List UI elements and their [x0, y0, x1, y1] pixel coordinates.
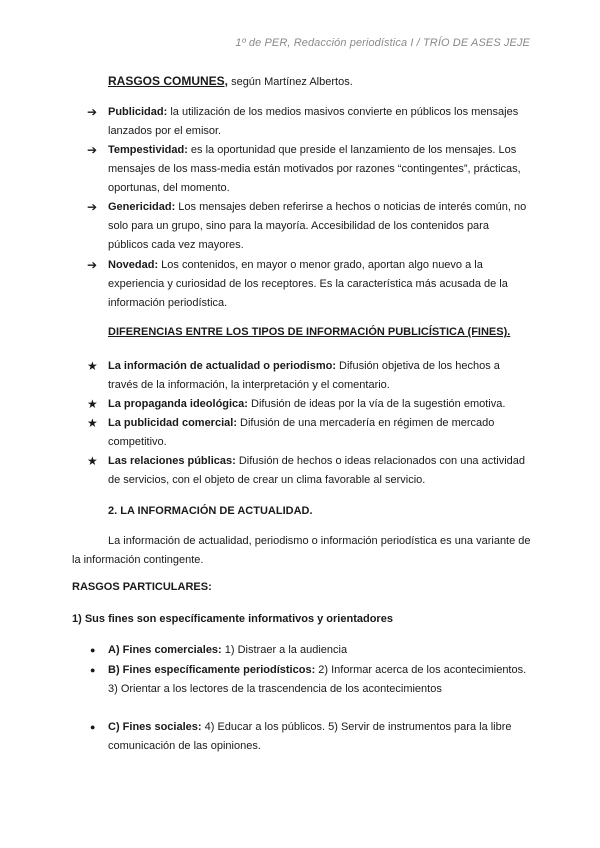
item-term: Publicidad:: [108, 106, 168, 118]
star-icon: ★: [87, 454, 98, 468]
intro-paragraph: La información de actualidad, periodismo o información periodística es una variante de la información contingente.: [72, 535, 531, 566]
item-term: A) Fines comerciales:: [108, 644, 222, 656]
section-rasgos-comunes-heading: [108, 74, 353, 88]
item-term: La propaganda ideológica:: [108, 398, 248, 410]
arrow-icon: ➔: [87, 143, 98, 157]
item-text: Los mensajes deben referirse a hechos o noticias de interés común, no solo para un grupo, sino para la mayoría. Accesibilidad de los contenidos para públicos cada vez mayores.: [108, 201, 527, 251]
arrow-icon: ➔: [87, 200, 98, 214]
item-term: La publicidad comercial:: [108, 417, 237, 429]
section-informacion-actualidad-heading: 2. LA INFORMACIÓN DE ACTUALIDAD.: [108, 505, 313, 517]
item-term: B) Fines específicamente periodísticos:: [108, 664, 316, 676]
arrow-icon: ➔: [87, 258, 98, 272]
list-item-publicidad-comercial: [108, 414, 528, 452]
item-text: Los contenidos, en mayor o menor grado, aportan algo nuevo a la experiencia y curiosidad de los receptores. Es la característica más acusada de la información periodística.: [108, 259, 508, 309]
section-title-suffix: según Martínez Albertos.: [228, 76, 353, 88]
bullet-icon: ●: [90, 665, 96, 675]
item-term: Genericidad:: [108, 201, 176, 213]
item-text: la utilización de los medios masivos convierte en públicos los mensajes lanzados por el emisor.: [108, 106, 519, 137]
item-text: Difusión de una mercadería en régimen de mercado competitivo.: [108, 417, 495, 448]
list-item-propaganda: [108, 395, 528, 414]
item-term: Las relaciones públicas:: [108, 455, 236, 467]
item-text: 1) Distraer a la audiencia: [221, 644, 348, 656]
bullet-icon: ●: [90, 722, 96, 732]
list-item-fines-periodisticos: [108, 661, 528, 699]
page-header: 1º de PER, Redacción periodística I / TRÍO DE ASES JEJE: [235, 37, 530, 49]
item-term: C) Fines sociales:: [108, 721, 202, 733]
rasgos-particulares-heading: RASGOS PARTICULARES:: [72, 581, 212, 593]
item-text: Difusión de hechos o ideas relacionados con una actividad de servicios, con el objeto de crear un clima favorable al servicio.: [108, 455, 526, 486]
item-term: Novedad:: [108, 259, 159, 271]
list-item-publicidad: [108, 103, 528, 141]
bullet-icon: ●: [90, 645, 96, 655]
section-diferencias-heading: DIFERENCIAS ENTRE LOS TIPOS DE INFORMACIÓN PUBLICÍSTICA (FINES).: [108, 326, 511, 338]
item-term: Tempestividad:: [108, 144, 188, 156]
list-item-fines-comerciales: [108, 641, 528, 660]
item-text: Difusión de ideas por la vía de la sugestión emotiva.: [247, 398, 506, 410]
list-item-genericidad: [108, 198, 528, 255]
star-icon: ★: [87, 397, 98, 411]
item-text: 2) Informar acerca de los acontecimientos. 3) Orientar a los lectores de la trascendencia de los acontecimientos: [108, 664, 527, 695]
fines-heading: 1) Sus fines son específicamente informativos y orientadores: [72, 613, 393, 625]
list-item-fines-sociales: [108, 718, 528, 756]
list-item-relaciones-publicas: [108, 452, 528, 490]
star-icon: ★: [87, 416, 98, 430]
item-text: 4) Educar a los públicos. 5) Servir de instrumentos para la libre comunicación de las opiniones.: [108, 721, 512, 752]
star-icon: ★: [87, 359, 98, 373]
list-item-informacion-actualidad: [108, 357, 528, 395]
section-title: RASGOS COMUNES,: [108, 74, 229, 88]
list-item-novedad: [108, 256, 528, 313]
item-term: La información de actualidad o periodismo:: [108, 360, 336, 372]
item-text: es la oportunidad que preside el lanzamiento de los mensajes. Los mensajes de los mass-media están motivados por razones “contingentes”, prácticas, oportunas, del momento.: [108, 144, 521, 194]
list-item-tempestividad: [108, 141, 528, 198]
arrow-icon: ➔: [87, 105, 98, 119]
item-text: Difusión objetiva de los hechos a través de la información, la interpretación y el comentario.: [108, 360, 500, 391]
